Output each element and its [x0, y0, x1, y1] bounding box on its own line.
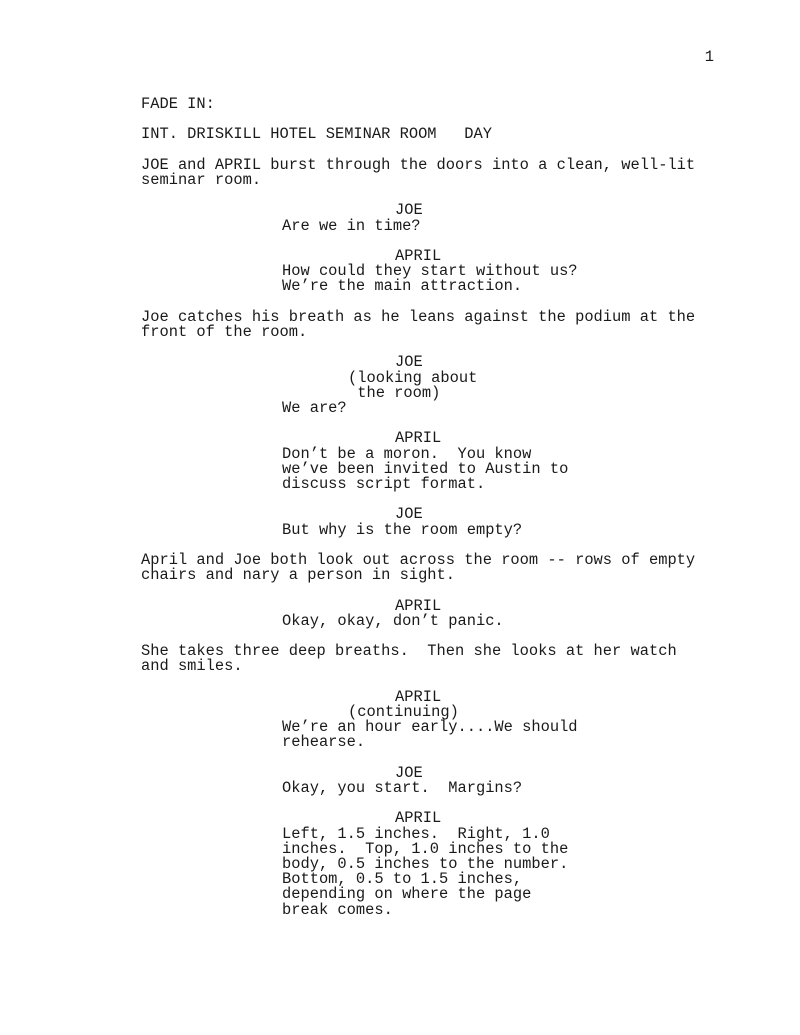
dialogue-line: How could they start without us? [282, 262, 578, 281]
character-name: JOE [395, 201, 423, 220]
character-name: APRIL [395, 429, 442, 448]
dialogue-line: rehearse. [282, 733, 366, 752]
spacer [141, 583, 741, 598]
screenplay-body [141, 97, 741, 918]
transition: FADE IN: [141, 95, 215, 113]
dialogue-line: depending on where the page [282, 885, 532, 904]
spacer [141, 675, 741, 690]
action-line: seminar room. [141, 170, 262, 189]
dialogue-line: We are? [282, 398, 347, 417]
dialogue-line: Left, 1.5 inches. Right, 1.0 [282, 824, 550, 843]
spacer [141, 751, 741, 766]
spacer [141, 492, 741, 507]
character-name: APRIL [395, 809, 442, 828]
parenthetical-line: (looking about [348, 368, 478, 387]
character-name: JOE [395, 505, 423, 524]
character-name: JOE [395, 763, 423, 782]
action-line: JOE and APRIL burst through the doors into a clean, well-lit [141, 155, 696, 174]
dialogue-line: We’re an hour early....We should [282, 718, 578, 737]
dialogue-line: discuss script format. [282, 474, 486, 493]
character-name: APRIL [395, 687, 442, 706]
character-name: APRIL [395, 596, 442, 615]
spacer [141, 340, 741, 355]
dialogue-line: Bottom, 0.5 to 1.5 inches, [282, 870, 523, 889]
dialogue-line: Okay, okay, don’t panic. [282, 611, 504, 630]
scene-heading: INT. DRISKILL HOTEL SEMINAR ROOM DAY [141, 125, 492, 144]
dialogue-line: We’re the main attraction. [282, 277, 523, 296]
dialogue-line: But why is the room empty? [282, 520, 523, 539]
character-name: JOE [395, 353, 423, 372]
dialogue-line: Don’t be a moron. You know [282, 444, 532, 463]
dialogue-line: Okay, you start. Margins? [282, 778, 523, 797]
action-line: She takes three deep breaths. Then she looks at her watch [141, 642, 677, 661]
spacer [141, 416, 741, 431]
action-line: front of the room. [141, 322, 308, 341]
character-name: APRIL [395, 246, 442, 265]
spacer [141, 188, 741, 203]
action-line: chairs and nary a person in sight. [141, 566, 456, 585]
dialogue-line: break comes. [282, 900, 393, 919]
dialogue-line: inches. Top, 1.0 inches to the [282, 839, 569, 858]
script-blocks [141, 155, 741, 919]
page-number: 1 [704, 48, 714, 66]
spacer [141, 796, 741, 811]
parenthetical-line: the room) [348, 383, 441, 402]
dialogue-line: we’ve been invited to Austin to [282, 459, 569, 478]
parenthetical-line: (continuing) [348, 702, 459, 721]
action-line: Joe catches his breath as he leans against the podium at the [141, 307, 696, 326]
action-line: April and Joe both look out across the room -- rows of empty [141, 550, 696, 569]
dialogue-line: body, 0.5 inches to the number. [282, 854, 569, 873]
dialogue-line: Are we in time? [282, 216, 421, 235]
spacer [141, 234, 741, 249]
action-line: and smiles. [141, 657, 243, 676]
